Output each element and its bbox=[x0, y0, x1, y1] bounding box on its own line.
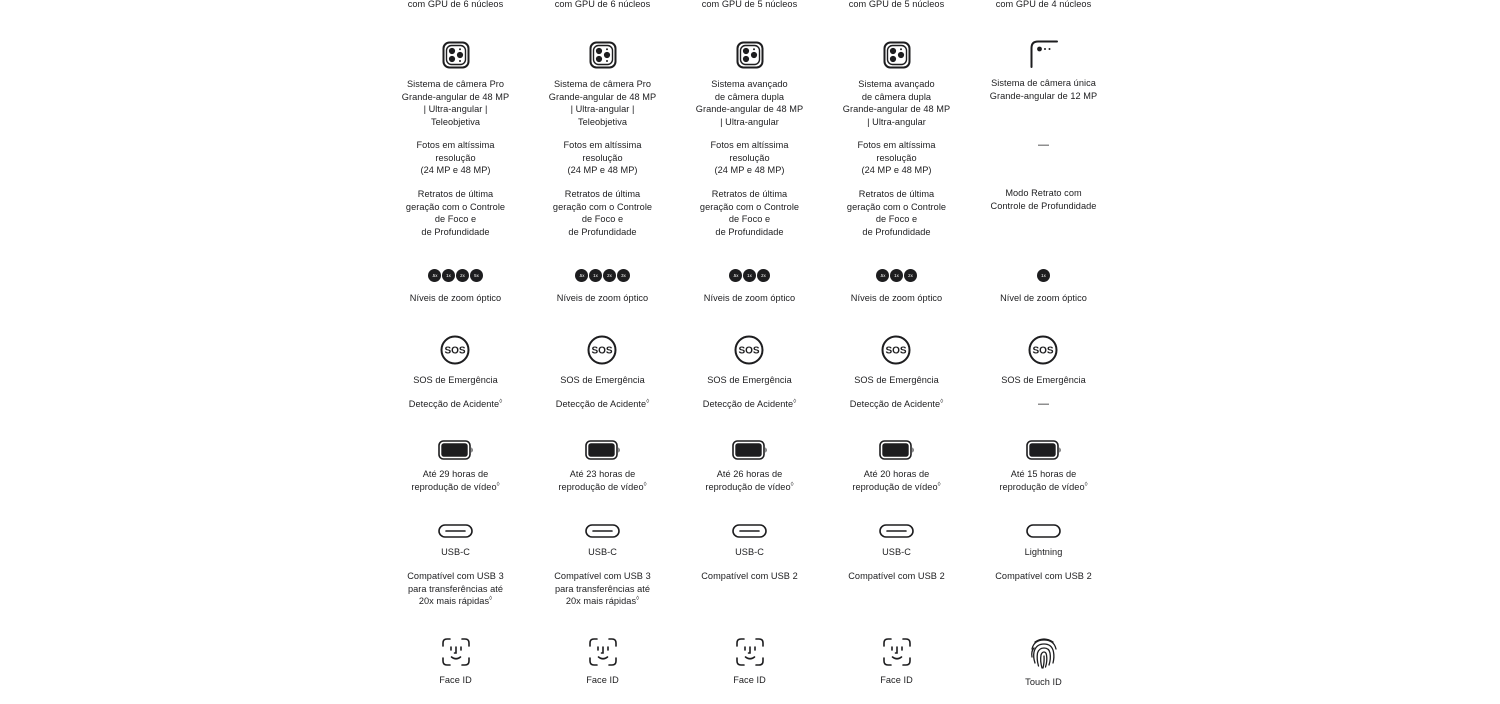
portrait-text: Modo Retrato com Controle de Profundidade bbox=[990, 188, 1097, 211]
battery-icon bbox=[438, 440, 474, 460]
zoom-badge: 2x bbox=[456, 269, 469, 282]
zoom-badge: .5x bbox=[428, 269, 441, 282]
zoom-label: Nível de zoom óptico bbox=[1000, 293, 1087, 303]
battery-text: Até 20 horas de reprodução de vídeo◊ bbox=[852, 469, 941, 492]
port-label: USB-C bbox=[882, 547, 911, 557]
face-id-icon bbox=[883, 638, 911, 666]
battery-text: Até 15 horas de reprodução de vídeo◊ bbox=[999, 469, 1088, 492]
zoom-badge: 1x bbox=[589, 269, 602, 282]
photo-resolution-text: Fotos em altíssima resolução (24 MP e 48 MP) bbox=[710, 140, 789, 175]
crash-detection-text: Detecção de Acidente◊ bbox=[702, 399, 797, 409]
dual-camera-icon bbox=[736, 41, 764, 69]
model-column-1 bbox=[382, 0, 529, 704]
camera-system-text: Sistema avançado de câmera dupla Grande-angular de 48 MP | Ultra-angular bbox=[695, 79, 804, 127]
zoom-badge: 1x bbox=[743, 269, 756, 282]
usb-c-port-icon bbox=[438, 524, 473, 538]
battery-text: Até 29 horas de reprodução de vídeo◊ bbox=[411, 469, 500, 492]
zoom-label: Níveis de zoom óptico bbox=[556, 293, 649, 303]
battery-icon bbox=[585, 440, 621, 460]
port-label: USB-C bbox=[735, 547, 764, 557]
sos-label: SOS de Emergência bbox=[413, 375, 498, 385]
camera-system-text: Sistema de câmera Pro Grande-angular de 48 MP | Ultra-angular | Teleobjetiva bbox=[548, 79, 657, 127]
battery-text: Até 26 horas de reprodução de vídeo◊ bbox=[705, 469, 794, 492]
sos-label: SOS de Emergência bbox=[854, 375, 939, 385]
zoom-badge: 1x bbox=[1037, 269, 1050, 282]
zoom-label: Níveis de zoom óptico bbox=[703, 293, 796, 303]
gpu-label: com GPU de 5 núcleos bbox=[701, 0, 798, 9]
triple-camera-icon bbox=[442, 41, 470, 69]
zoom-label: Níveis de zoom óptico bbox=[409, 293, 502, 303]
usb-c-port-icon bbox=[879, 524, 914, 538]
svg-text:SOS: SOS bbox=[591, 345, 613, 357]
zoom-badge: .5x bbox=[575, 269, 588, 282]
zoom-levels bbox=[529, 269, 676, 283]
zoom-badge: .5x bbox=[876, 269, 889, 282]
auth-label: Face ID bbox=[733, 675, 766, 685]
portrait-text: Retratos de última geração com o Controle de Foco e de Profundidade bbox=[552, 189, 653, 237]
photo-resolution-text: Fotos em altíssima resolução (24 MP e 48 MP) bbox=[563, 140, 642, 175]
auth-label: Face ID bbox=[439, 675, 472, 685]
zoom-levels bbox=[823, 269, 970, 283]
zoom-badge: .5x bbox=[729, 269, 742, 282]
zoom-levels bbox=[970, 269, 1117, 283]
usb-speed-text: Compatível com USB 2 bbox=[995, 571, 1092, 581]
model-column-4 bbox=[823, 0, 970, 704]
sos-label: SOS de Emergência bbox=[560, 375, 645, 385]
model-column-2 bbox=[529, 0, 676, 704]
usb-speed-text: Compatível com USB 3 para transferências até 20x mais rápidas◊ bbox=[554, 571, 651, 606]
model-column-5 bbox=[970, 0, 1117, 704]
lightning-port-icon bbox=[1026, 524, 1061, 538]
svg-text:SOS: SOS bbox=[1032, 345, 1054, 357]
zoom-badge: 2x bbox=[603, 269, 616, 282]
crash-detection-text: — bbox=[1038, 398, 1049, 410]
usb-speed-text: Compatível com USB 3 para transferências até 20x mais rápidas◊ bbox=[407, 571, 504, 606]
zoom-badge: 3x bbox=[617, 269, 630, 282]
svg-text:SOS: SOS bbox=[738, 345, 760, 357]
battery-text: Até 23 horas de reprodução de vídeo◊ bbox=[558, 469, 647, 492]
battery-icon bbox=[879, 440, 915, 460]
zoom-levels bbox=[382, 269, 529, 283]
battery-icon bbox=[1026, 440, 1062, 460]
comparison-grid bbox=[382, 0, 1117, 704]
gpu-label: com GPU de 5 núcleos bbox=[848, 0, 945, 9]
gpu-label: com GPU de 6 núcleos bbox=[407, 0, 504, 9]
camera-system-text: Sistema de câmera Pro Grande-angular de 48 MP | Ultra-angular | Teleobjetiva bbox=[401, 79, 510, 127]
usb-c-port-icon bbox=[732, 524, 767, 538]
crash-detection-text: Detecção de Acidente◊ bbox=[849, 399, 944, 409]
sos-icon bbox=[1028, 335, 1058, 365]
battery-icon bbox=[732, 440, 768, 460]
photo-resolution-text: Fotos em altíssima resolução (24 MP e 48 MP) bbox=[857, 140, 936, 175]
port-label: USB-C bbox=[441, 547, 470, 557]
zoom-label: Níveis de zoom óptico bbox=[850, 293, 943, 303]
dual-camera-icon bbox=[883, 41, 911, 69]
sos-label: SOS de Emergência bbox=[1001, 375, 1086, 385]
camera-system-text: Sistema avançado de câmera dupla Grande-angular de 48 MP | Ultra-angular bbox=[842, 79, 951, 127]
gpu-label: com GPU de 6 núcleos bbox=[554, 0, 651, 9]
sos-label: SOS de Emergência bbox=[707, 375, 792, 385]
photo-resolution-text: Fotos em altíssima resolução (24 MP e 48 MP) bbox=[416, 140, 495, 175]
auth-label: Face ID bbox=[880, 675, 913, 685]
sos-icon bbox=[881, 335, 911, 365]
auth-label: Face ID bbox=[586, 675, 619, 685]
sos-icon bbox=[734, 335, 764, 365]
gpu-label: com GPU de 4 núcleos bbox=[995, 0, 1092, 9]
zoom-badge: 2x bbox=[757, 269, 770, 282]
sos-icon bbox=[587, 335, 617, 365]
face-id-icon bbox=[589, 638, 617, 666]
crash-detection-text: Detecção de Acidente◊ bbox=[555, 399, 650, 409]
sos-icon bbox=[440, 335, 470, 365]
usb-speed-text: Compatível com USB 2 bbox=[701, 571, 798, 581]
svg-text:SOS: SOS bbox=[885, 345, 907, 357]
port-label: USB-C bbox=[588, 547, 617, 557]
zoom-badge: 2x bbox=[904, 269, 917, 282]
portrait-text: Retratos de última geração com o Controle de Foco e de Profundidade bbox=[405, 189, 506, 237]
single-camera-icon bbox=[1030, 40, 1058, 68]
usb-speed-text: Compatível com USB 2 bbox=[848, 571, 945, 581]
portrait-text: Retratos de última geração com o Controle de Foco e de Profundidade bbox=[699, 189, 800, 237]
face-id-icon bbox=[736, 638, 764, 666]
usb-c-port-icon bbox=[585, 524, 620, 538]
portrait-text: Retratos de última geração com o Controle de Foco e de Profundidade bbox=[846, 189, 947, 237]
model-column-3 bbox=[676, 0, 823, 704]
zoom-levels bbox=[676, 269, 823, 283]
svg-text:SOS: SOS bbox=[444, 345, 466, 357]
auth-label: Touch ID bbox=[1025, 677, 1062, 687]
face-id-icon bbox=[442, 638, 470, 666]
triple-camera-icon bbox=[589, 41, 617, 69]
port-label: Lightning bbox=[1024, 547, 1063, 557]
photo-resolution-text: — bbox=[1038, 139, 1049, 151]
touch-id-icon bbox=[1029, 637, 1059, 669]
zoom-badge: 5x bbox=[470, 269, 483, 282]
crash-detection-text: Detecção de Acidente◊ bbox=[408, 399, 503, 409]
zoom-badge: 1x bbox=[442, 269, 455, 282]
camera-system-text: Sistema de câmera única Grande-angular de 12 MP bbox=[989, 78, 1098, 101]
zoom-badge: 1x bbox=[890, 269, 903, 282]
